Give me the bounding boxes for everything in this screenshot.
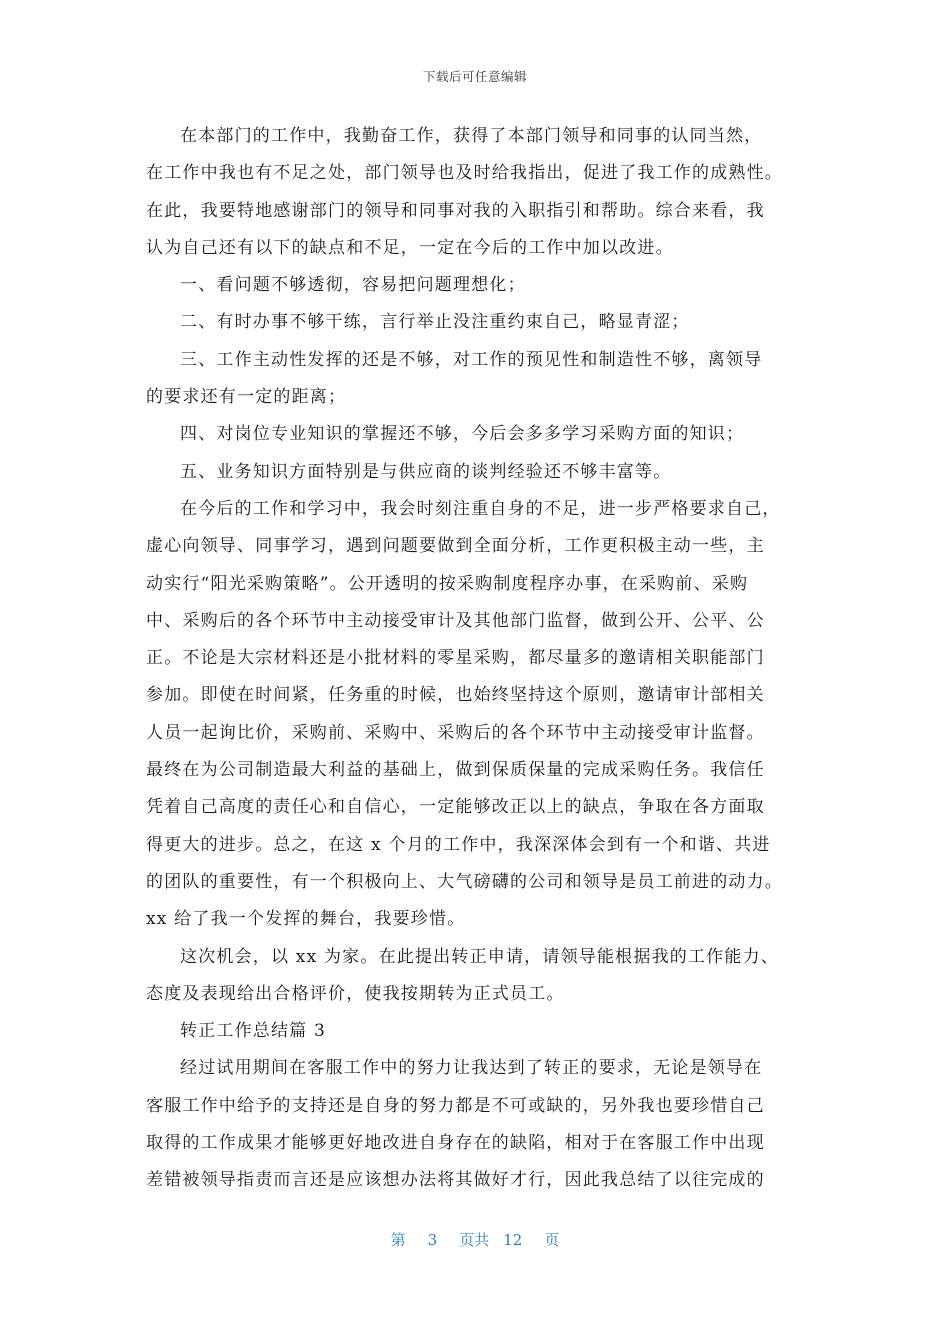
text-line: 虚心向领导、同事学习，遇到问题要做到全面分析，工作更积极主动一些，主 <box>146 536 765 557</box>
paragraph <box>146 342 810 417</box>
text-line: 客服工作中给予的支持还是自身的努力都是不可或缺的，另外我也要珍惜自己 <box>146 1095 765 1116</box>
text-line: 的团队的重要性，有一个积极向上、大气磅礴的公司和领导是员工前进的动力。 <box>146 871 783 892</box>
text-line: 五、业务知识方面特别是与供应商的谈判经验还不够丰富等。 <box>180 461 672 482</box>
text-line: 在本部门的工作中，我勤奋工作，获得了本部门领导和同事的认同当然， <box>180 126 763 146</box>
text-line: 四、对岗位专业知识的掌握还不够，今后会多多学习采购方面的知识； <box>180 424 745 445</box>
text-line: 中、采购后的各个环节中主动接受审计及其他部门监督，做到公开、公平、公 <box>146 610 765 631</box>
paragraph <box>146 939 810 1014</box>
text-line: 经过试用期间在客服工作中的努力让我达到了转正的要求，无论是领导在 <box>180 1058 763 1079</box>
text-line: 正。不论是大宗材料还是小批材料的零星采购，都尽量多的邀请相关职能部门 <box>146 648 765 669</box>
page-header: 下载后可任意编辑 <box>422 69 527 84</box>
text-line: 参加。即使在时间紧，任务重的时候，也始终坚持这个原则，邀请审计部相关 <box>146 685 765 706</box>
text-line: 得更大的进步。总之，在这 x 个月的工作中，我深深体会到有一个和谐、共进 <box>146 834 771 855</box>
text-line: 三、工作主动性发挥的还是不够，对工作的预见性和制造性不够，离领导 <box>180 349 763 370</box>
text-line: 一、看问题不够透彻，容易把问题理想化； <box>180 275 526 296</box>
footer-total-pages: 12 <box>503 1231 523 1249</box>
footer-page-number: 3 <box>427 1231 438 1249</box>
text-line: 的要求还有一定的距离； <box>146 387 347 408</box>
text-line: 最终在为公司制造最大利益的基础上，做到保质保量的完成采购任务。我信任 <box>146 760 765 781</box>
footer-prefix: 第 <box>390 1231 406 1249</box>
paragraph <box>146 1013 810 1050</box>
text-line: xx 给了我一个发挥的舞台，我要珍惜。 <box>146 909 466 930</box>
text-line: 在今后的工作和学习中，我会时刻注重自身的不足，进一步严格要求自己， <box>180 498 781 519</box>
text-line: 人员一起询比价，采购前、采购中、采购后的各个环节中主动接受审计监督。 <box>146 722 765 743</box>
paragraph <box>146 491 810 939</box>
text-line: 取得的工作成果才能够更好地改进自身存在的缺陷，相对于在客服工作中出现 <box>146 1133 765 1154</box>
paragraph <box>146 416 810 453</box>
text-line: 差错被领导指责而言还是应该想办法将其做好才行，因此我总结了以往完成的 <box>146 1170 765 1191</box>
footer-suffix: 页 <box>544 1231 560 1249</box>
paragraph <box>146 1050 810 1199</box>
text-line: 在此，我要特地感谢部门的领导和同事对我的入职指引和帮助。综合来看，我 <box>146 200 765 221</box>
text-line: 在工作中我也有不足之处，部门领导也及时给我指出，促进了我工作的成熟性。 <box>146 163 783 184</box>
document-body <box>146 118 810 1200</box>
text-line: 态度及表现给出合格评价，使我按期转为正式员工。 <box>146 983 565 1004</box>
text-line: 认为自己还有以下的缺点和不足，一定在今后的工作中加以改进。 <box>146 237 674 258</box>
paragraph <box>146 118 810 267</box>
paragraph <box>146 267 810 304</box>
text-line: 凭着自己高度的责任心和自信心，一定能够改正以上的缺点，争取在各方面取 <box>146 797 765 818</box>
text-line: 二、有时办事不够干练，言行举止没注重约束自己，略显青涩； <box>180 312 690 333</box>
paragraph <box>146 304 810 341</box>
text-line: 转正工作总结篇 3 <box>180 1021 327 1042</box>
text-line: 动实行“阳光采购策略”。公开透明的按采购制度程序办事，在采购前、采购 <box>146 573 749 594</box>
page-footer <box>0 1229 950 1250</box>
text-line: 这次机会，以 xx 为家。在此提出转正申请，请领导能根据我的工作能力、 <box>180 946 779 967</box>
footer-mid: 页共 <box>459 1231 490 1249</box>
paragraph <box>146 454 810 491</box>
